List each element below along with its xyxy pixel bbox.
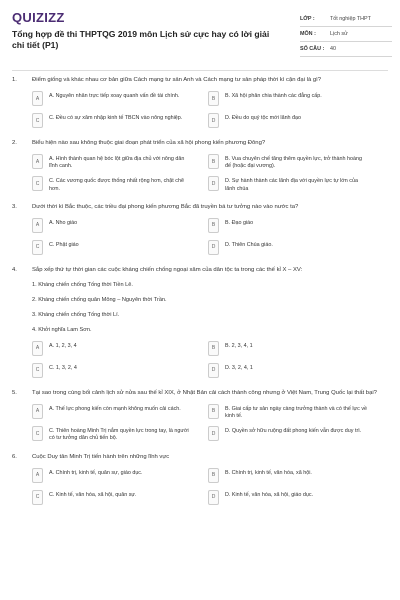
meta-row-class: [300, 12, 392, 27]
question-text: Cuộc Duy tân Minh Trị tiến hành trên những lĩnh vực: [32, 453, 170, 460]
option-b[interactable]: [208, 218, 368, 234]
option-text: A. Nho giáo: [49, 219, 78, 226]
meta-label: LỚP :: [300, 16, 315, 22]
question-sub-item: 3. Kháng chiến chống Tống thời Lí.: [32, 311, 120, 318]
question-1: [12, 76, 388, 129]
quizizz-logo: QUIZIZZ: [12, 10, 65, 25]
option-text: B. Chính trị, kinh tế, văn hóa, xã hội.: [225, 469, 312, 476]
option-letter: C: [32, 113, 43, 128]
option-a[interactable]: [32, 91, 192, 107]
option-letter: D: [208, 363, 219, 378]
meta-label: SỐ CÂU :: [300, 46, 325, 52]
question-number: 3.: [12, 203, 17, 210]
option-text: C. Thiên hoàng Minh Trị nắm quyền lực trong tay, là người có tư tưởng dân chủ tiến bộ.: [49, 428, 189, 442]
question-3: [12, 203, 388, 256]
question-6: [12, 453, 388, 506]
question-number: 1.: [12, 77, 17, 83]
option-d[interactable]: [208, 113, 368, 129]
question-sub-item: 1. Kháng chiến chống Tống thời Tiền Lê.: [32, 281, 133, 288]
option-c[interactable]: [32, 240, 192, 256]
option-letter: B: [208, 341, 219, 356]
question-5: [12, 389, 388, 443]
option-b[interactable]: [208, 91, 368, 107]
option-text: A. Nguyên nhân trực tiếp xoay quanh vấn đề tài chính.: [49, 93, 180, 99]
option-d[interactable]: [208, 490, 368, 506]
option-text: C. Đều có sự xâm nhập kinh tế TBCN vào nông nghiệp.: [49, 115, 183, 121]
option-letter: B: [208, 468, 219, 483]
question-4: [12, 266, 388, 379]
option-text: D. Thiên Chúa giáo.: [225, 241, 273, 248]
option-d[interactable]: [208, 240, 368, 256]
option-b[interactable]: [208, 404, 368, 420]
option-letter: A: [32, 154, 43, 169]
option-c[interactable]: [32, 363, 192, 379]
question-text: Điểm giống và khác nhau cơ bản giữa Cách mạng tư sản Anh và Cách mạng tư sản pháp thời kì cận đại là gì?: [32, 77, 322, 83]
meta-table: [300, 12, 392, 57]
option-letter: C: [32, 363, 43, 378]
option-letter: D: [208, 490, 219, 505]
meta-value: Tốt nghiệp THPT: [330, 16, 371, 22]
option-text: C. 1, 3, 2, 4: [49, 364, 77, 371]
option-letter: D: [208, 176, 219, 191]
option-text: C. Kinh tế, văn hóa, xã hội, quân sự.: [49, 491, 137, 498]
option-b[interactable]: [208, 341, 368, 357]
option-text: A. Chính trị, kinh tế, quân sự, giáo dục.: [49, 469, 143, 476]
option-text: B. Đạo giáo: [225, 219, 254, 226]
option-letter: D: [208, 426, 219, 441]
option-text: C. Phật giáo: [49, 241, 79, 248]
question-text: Dưới thời kì Bắc thuộc, các triều đại phong kiến phương Bắc đã truyền bá tư tưởng nào vào nước ta?: [32, 203, 299, 210]
question-2: [12, 139, 388, 193]
option-d[interactable]: [208, 363, 368, 379]
option-a[interactable]: [32, 154, 192, 170]
option-c[interactable]: [32, 176, 192, 192]
option-text: B. Xã hội phân chia thành các đẳng cấp.: [225, 93, 322, 99]
meta-value: 40: [330, 46, 336, 52]
meta-value: Lịch sử: [330, 31, 348, 37]
option-text: D. Kinh tế, văn hóa, xã hội, giáo dục.: [225, 491, 314, 498]
option-letter: A: [32, 218, 43, 233]
option-b[interactable]: [208, 154, 368, 170]
option-letter: D: [208, 113, 219, 128]
question-text: Tại sao trong cùng bối cảnh lịch sử nửa sau thế kỉ XIX, ở Nhật Bản cải cách thành công nhưng ở Việt Nam, Trung Quốc lại thất bại?: [32, 389, 377, 396]
question-sub-item: 4. Khởi nghĩa Lam Sơn.: [32, 326, 92, 333]
question-number: 6.: [12, 453, 17, 460]
question-sub-item: 2. Kháng chiến chống quân Mông – Nguyên thời Trần.: [32, 296, 167, 303]
option-text: B. 2, 3, 4, 1: [225, 342, 253, 349]
option-text: D. Quyền sở hữu ruộng đất phong kiến vẫn được duy trì.: [225, 428, 362, 435]
option-text: B. Vua chuyên chế tăng thêm quyền lực, trở thành hoàng đế (hoặc đại vương).: [225, 156, 363, 170]
option-text: A. 1, 2, 3, 4: [49, 342, 77, 349]
option-b[interactable]: [208, 468, 368, 484]
option-letter: A: [32, 91, 43, 106]
header-divider: [12, 70, 388, 71]
option-c[interactable]: [32, 113, 192, 129]
option-letter: D: [208, 240, 219, 255]
option-a[interactable]: [32, 218, 192, 234]
option-letter: B: [208, 91, 219, 106]
option-letter: C: [32, 176, 43, 191]
option-letter: A: [32, 404, 43, 419]
option-letter: C: [32, 490, 43, 505]
question-list: [12, 76, 388, 516]
option-a[interactable]: [32, 468, 192, 484]
option-letter: C: [32, 240, 43, 255]
option-letter: C: [32, 426, 43, 441]
option-text: D. Đều do quý tộc mới lãnh đạo: [225, 115, 302, 121]
option-text: A. Hình thành quan hệ bóc lột giữa địa chủ với nông dân lĩnh canh.: [49, 156, 185, 170]
option-letter: B: [208, 154, 219, 169]
option-a[interactable]: [32, 404, 192, 420]
question-number: 2.: [12, 140, 17, 146]
option-text: A. Thế lực phong kiến còn mạnh không muốn cải cách.: [49, 405, 181, 412]
option-text: B. Giai cấp tư sản ngày càng trưởng thành và có thế lực về kinh tế.: [225, 405, 368, 420]
option-letter: B: [208, 218, 219, 233]
option-c[interactable]: [32, 426, 192, 442]
meta-row-subject: [300, 27, 392, 42]
option-letter: A: [32, 468, 43, 483]
meta-row-count: [300, 42, 392, 57]
question-number: 5.: [12, 389, 17, 396]
option-text: D. 3, 2, 4, 1: [225, 364, 253, 371]
option-c[interactable]: [32, 490, 192, 506]
header: [12, 10, 388, 62]
option-letter: B: [208, 404, 219, 419]
option-text: D. Sự hành thành các lãnh địa với quyền lực tự lớn của lãnh chúa: [225, 178, 358, 192]
document-title: Tổng hợp đề thi THPTQG 2019 môn Lịch sử cực hay có lời giải chi tiết (P1): [12, 29, 270, 50]
meta-label: MÔN :: [300, 31, 316, 37]
option-text: C. Các vương quốc được thống nhất rộng hơn, chặt chẽ hơn.: [49, 178, 184, 192]
option-d[interactable]: [208, 426, 368, 442]
question-number: 4.: [12, 266, 17, 273]
question-text: Biểu hiện nào sau không thuộc giai đoạn phát triển của xã hội phong kiến phương Đông?: [32, 140, 266, 146]
option-a[interactable]: [32, 341, 192, 357]
option-letter: A: [32, 341, 43, 356]
question-text: Sắp xếp thứ tự thời gian các cuộc kháng chiến chống ngoại xâm của dân tộc ta trong các thế kỉ X – XV:: [32, 266, 303, 273]
option-d[interactable]: [208, 176, 368, 192]
